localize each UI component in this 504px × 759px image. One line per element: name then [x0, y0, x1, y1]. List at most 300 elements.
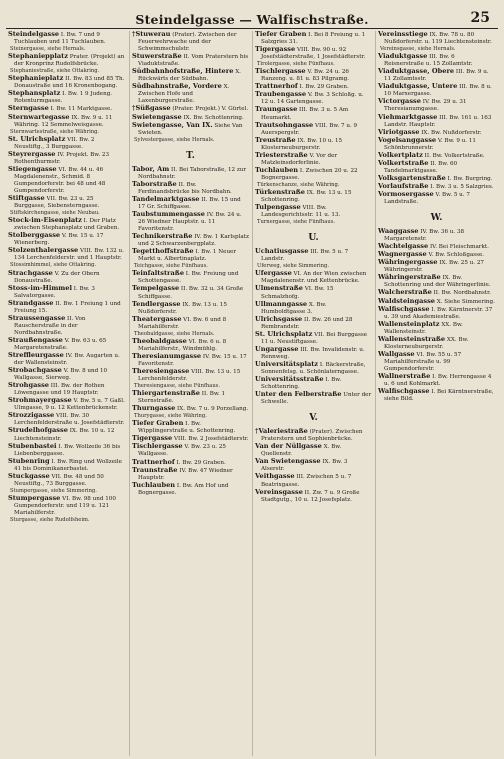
- street-details: IV. Bw. 1 Karlsplatz und 2 Schwarzenbergplatz.: [138, 234, 249, 248]
- street-details: V. Bw. 9 u. 11 Schönbrunnerstr.: [384, 137, 476, 151]
- street-entry: [378, 191, 495, 206]
- cross-reference: Tirolergasse, siehe Fünfhaus.: [257, 61, 335, 68]
- street-entry: [378, 68, 495, 83]
- street-entry: [132, 233, 249, 248]
- street-details: V. Bw. 5 u. 7 Gaßl. Ulmgasse, 9 u. 12 Kettenbrückenstr.: [14, 398, 125, 412]
- street-details: I. Bäckerstraße, Sonnenfelsg. u. Schönlaterngasse.: [261, 361, 366, 375]
- street-details: I. Bei 8 Freiung u. 1 Salzgries 31.: [261, 32, 366, 46]
- street-name: Traungasse: [255, 105, 298, 114]
- cross-reference: Sylvestergasse, siehe Hernals.: [134, 136, 215, 143]
- street-entry: [132, 83, 249, 105]
- street-entry: [8, 285, 126, 300]
- street-details: III. Bw. 8 u. 10 Marxergasse.: [384, 84, 492, 98]
- street-entry: [255, 489, 372, 504]
- street-details: III. Bw. 6 Reisnerstraße u. 15 Zollamtstr.: [384, 54, 473, 68]
- street-entry: [8, 166, 126, 195]
- street-entry: [8, 367, 126, 382]
- street-name: Stephanieplatz: [8, 74, 64, 83]
- street-entry: [255, 152, 372, 167]
- street-name: Türkenstraße: [255, 187, 305, 196]
- street-entry: [8, 270, 126, 285]
- street-name: Strohmayergasse: [8, 396, 72, 405]
- street-details: VI. Bw. 55 u. 57 Mariahilferstraße u. 99 Gumpendorferstr.: [384, 351, 462, 372]
- street-details: I. Bw. 1 9 Judeng. Rotenturmgasse.: [14, 91, 113, 105]
- street-entry: [255, 204, 372, 219]
- street-name: Tulpengasse: [255, 203, 301, 212]
- street-details: I. Bw. Wollzeile 36 bis Liebenberggasse.: [14, 443, 121, 457]
- street-entry: [378, 336, 495, 351]
- street-name: Theatergasse: [132, 314, 182, 323]
- street-entry: [132, 443, 249, 458]
- street-details: VII. Bw. 23 u. 25 Burggasse, Siebensterngasse.: [14, 196, 100, 210]
- street-entry: [8, 315, 126, 337]
- street-details: VIII. Bw. Landesgerichtsstr. 11 u. 13.: [261, 205, 341, 219]
- street-name: Vereinsstiege: [378, 31, 428, 38]
- street-details: I. Bw. Schottenring.: [261, 377, 342, 391]
- street-name: Stubenring: [8, 456, 50, 465]
- street-entry: [255, 316, 372, 331]
- street-name: Vorlaufstraße: [378, 181, 429, 190]
- street-details: IV. Bei Fleischmarkt.: [429, 244, 489, 251]
- street-details: VII. Bw. 48 und 50 Neustiftg., 73 Burggasse.: [14, 473, 104, 487]
- street-name: Strozzigasse: [8, 411, 55, 420]
- street-details: V. Bw. 3 Schloßg. u. 12 u. 14 Gartengasse.: [261, 92, 364, 106]
- street-details: II. Bw. Volkertstraße.: [424, 152, 485, 159]
- street-name: Strachgasse: [8, 268, 53, 277]
- street-entry: [255, 331, 372, 346]
- street-entry: [378, 259, 495, 274]
- street-name: Wagnergasse: [378, 250, 427, 259]
- street-details: I. Bw. 11 Marktgasse.: [50, 106, 113, 113]
- street-name: Unter den Felberstraße: [255, 390, 342, 399]
- cross-reference: Türkenschanze, siehe Währing.: [257, 181, 340, 188]
- street-entry: [8, 337, 126, 352]
- section-letter: T.: [186, 150, 195, 161]
- street-details: III. Bw. 3 u. 5 Am Heumarkt.: [261, 107, 349, 121]
- street-details: I. Bw. 29 Graben.: [176, 459, 226, 466]
- street-entry: [378, 98, 495, 113]
- street-entry: [8, 114, 126, 129]
- street-details: IX. Bw. 25 u. 27 Währingerstr.: [384, 260, 484, 274]
- street-name: Wallensteinplatz: [378, 319, 440, 328]
- street-name: Vogelsanggasse: [378, 135, 437, 144]
- street-entry: [8, 232, 126, 247]
- street-entry: [8, 195, 126, 210]
- street-name: Swietengasse: [132, 112, 182, 121]
- street-details: V. Vor der Matzleinsdorferlinie.: [261, 152, 338, 166]
- street-details: V. Bw. 63 u. 65 Margaretenstraße.: [14, 337, 107, 351]
- street-name: Victorgasse: [378, 97, 421, 106]
- street-name: Tischlergasse: [132, 442, 183, 451]
- street-entry: [255, 137, 372, 152]
- street-details: III. Bw. 5 u. 7 Landstr.: [261, 249, 349, 263]
- street-entry: [8, 136, 126, 151]
- street-details: II. Vom Praterstern bis Viaduktstraße.: [138, 54, 249, 68]
- street-entry: [132, 405, 249, 413]
- street-details: Prater. (Projekt) an der Kronprinz Rudolfsbrücke.: [14, 54, 125, 68]
- street-name: St. Ulrichsplatz: [8, 134, 66, 143]
- street-name: Stolberggasse: [8, 231, 61, 240]
- street-name: Wachtelgasse: [378, 242, 429, 251]
- street-entry: [132, 68, 249, 83]
- street-name: Strobachgasse: [8, 366, 62, 375]
- street-details: IV. Bw. 36 u. 38 Margaretenstr.: [384, 229, 465, 243]
- street-entry: [8, 352, 126, 367]
- cross-reference: Theresiengasse, siehe Fünfhaus.: [134, 383, 220, 390]
- street-name: Vereinsgasse: [255, 487, 303, 496]
- street-entry: [378, 321, 495, 336]
- street-name: Stoss-im-Himmel: [8, 283, 72, 292]
- street-name: Trattnerhof: [132, 457, 175, 466]
- cross-reference: Stiftskirchengasse, siehe Neubau.: [10, 210, 100, 217]
- street-name: Tandelmarktgasse: [132, 194, 200, 203]
- street-entry: [8, 300, 126, 315]
- street-name: St. Ulrichsplatz: [255, 329, 313, 338]
- street-details: IX. Bw. Schottenring.: [183, 114, 244, 121]
- street-name: Tischlergasse: [255, 67, 306, 76]
- street-details: I. Der Platz zwischen Stephansplatz und Graben.: [14, 218, 120, 232]
- street-name: Wallnerstraße: [378, 371, 431, 380]
- street-entry: [378, 373, 495, 388]
- street-entry: [8, 458, 126, 473]
- street-name: Straußengasse: [8, 335, 63, 344]
- street-name: †Süßgasse: [132, 104, 171, 113]
- street-details: I. Bw. 1 Neuer Markt u. Albertinaplatz.: [138, 249, 237, 263]
- street-name: Stephaniepplatz: [8, 52, 68, 61]
- street-name: Walfischgasse: [378, 304, 430, 313]
- cross-reference: Uferweg, siehe Simmering.: [257, 263, 329, 270]
- street-name: Tabor, Am: [132, 164, 170, 173]
- street-name: Walfischgasse: [378, 387, 430, 396]
- street-entry: [132, 390, 249, 405]
- street-name: Währingergasse: [378, 258, 438, 267]
- street-name: Strudelhofgasse: [8, 426, 68, 435]
- street-entry: [132, 420, 249, 435]
- street-name: Volkertplatz: [378, 150, 423, 159]
- street-entry: [378, 53, 495, 68]
- cross-reference: Teichgasse, siehe Fünfhaus.: [134, 263, 208, 270]
- street-details: IX. Bw. 13 u. 15 Schottenring.: [261, 189, 352, 204]
- street-name: Strohgasse: [8, 381, 49, 390]
- street-name: Van Swietengasse: [255, 457, 321, 466]
- street-name: Trattnerhof: [255, 82, 298, 91]
- street-details: I. Bw. 3 Salvatorgasse.: [14, 285, 95, 299]
- street-details: Siehe Van Swieten.: [138, 122, 243, 136]
- street-entry: [255, 31, 372, 46]
- header-rule: [6, 28, 498, 29]
- street-name: Teinfaltstraße: [132, 269, 185, 278]
- street-entry: [255, 376, 372, 391]
- street-name: Stuckgasse: [8, 471, 50, 480]
- street-entry: [8, 473, 126, 488]
- street-details: X. Rückwärts der Südbahn.: [138, 69, 241, 83]
- street-name: Universitätsstraße: [255, 375, 324, 384]
- street-details: III. Bw. der Rothen Löwengasse und 19 Hauptstr.: [14, 383, 105, 397]
- street-details: I. Bw. 7 und 9 Tuchlauben und 11 Tuchlauben.: [14, 32, 106, 46]
- street-name: Währingerstraße: [378, 273, 441, 282]
- street-entry: [132, 166, 249, 181]
- column-2: [129, 31, 252, 756]
- street-details: IV. Bw. 24 u. 26 Wiedner Hauptstr. u. 11 Favoritenstr.: [138, 211, 242, 233]
- street-entry: [132, 31, 249, 53]
- street-entry: [255, 391, 372, 406]
- street-entry: [8, 217, 126, 232]
- street-entry: [132, 196, 249, 211]
- street-name: †Stuwerau: [132, 31, 171, 38]
- street-name: Viriotgasse: [378, 127, 420, 136]
- street-entry: [255, 248, 372, 263]
- street-entry: [255, 91, 372, 106]
- street-name: Sternwartegasse: [8, 112, 70, 121]
- street-name: Thurngasse: [132, 404, 176, 413]
- street-details: V. Bw. 23 u. 25 Wallgasse.: [138, 444, 226, 458]
- street-entry: [255, 46, 372, 61]
- cross-reference: Stumpergasse, siehe Simmering.: [10, 487, 97, 494]
- street-entry: [255, 122, 372, 137]
- street-entry: [8, 427, 126, 442]
- street-name: Uchatiusgasse: [255, 247, 309, 256]
- street-details: IX. Bw. 7 u. 9 Porzellang.: [177, 406, 249, 413]
- street-name: Südbahnhofstraße, Hintere: [132, 67, 234, 76]
- street-name: Ulmenstraße: [255, 284, 303, 293]
- street-entry: [132, 353, 249, 368]
- street-details: (Prater. Projekt.) V. Gürtel.: [172, 106, 249, 113]
- running-head: Steindelgasse — Walfischstraße.: [135, 12, 369, 27]
- street-details: IX. Bw. 9 u. 11 Währing. 12 Semmelweisgasse.: [14, 114, 113, 128]
- street-entry: [8, 443, 126, 458]
- street-name: Stephansplatz: [8, 89, 61, 98]
- street-details: IV. Bw. 29 u. 31 Theresianumgasse.: [384, 99, 467, 113]
- street-details: I. Bw. Kärntnerstr. 37 u. 39 und Akademiestraße.: [384, 306, 493, 320]
- street-name: Swietengasse, Van IX.: [132, 120, 213, 129]
- street-name: Wallensteinstraße: [378, 334, 446, 343]
- street-details: II. Bw. 60 Tandelmarktgasse.: [384, 160, 458, 174]
- street-name: Traubengasse: [255, 90, 307, 99]
- street-details: V. Zu der Obern Donaustraße.: [14, 270, 100, 284]
- street-details: VI. Bw. 98 und 100 Gumpendorferstr. und 119 u. 121 Mariahilferstr.: [14, 495, 116, 516]
- column-1: [6, 31, 129, 756]
- street-entry: [132, 316, 249, 331]
- street-name: Vormosergasse: [378, 189, 434, 198]
- street-details: II. Zw. 7 u. 9 Große Stadtgutg., 10 u. 12 Josefsplatz.: [261, 489, 360, 503]
- street-name: Taborstraße: [132, 179, 177, 188]
- street-details: IX. Bw. 10 u. 15 Klosterneuburgerstr.: [261, 137, 343, 151]
- street-entry: [132, 301, 249, 316]
- cross-reference: Sternwartestraße, siehe Währing.: [10, 128, 100, 135]
- street-details: II. Bw. 83 und 85 Th. Donaustraße und 16 Kronenbogang.: [14, 76, 125, 90]
- street-entry: [132, 53, 249, 68]
- street-name: Sterngasse: [8, 104, 49, 113]
- street-name: Stuwerstraße: [132, 52, 182, 61]
- street-entry: [255, 285, 372, 300]
- street-entry: [378, 228, 495, 243]
- street-entry: [8, 151, 126, 166]
- street-entry: [378, 306, 495, 321]
- street-details: VIII. Bw. 2 Josefstädterstr.: [173, 436, 249, 443]
- street-entry: [8, 247, 126, 262]
- street-details: IX. Bw. 10 u. 12 Liechtensteinstr.: [14, 428, 115, 442]
- street-details: IX. Bw. 13 u. 15 Nußdorferstr.: [138, 301, 227, 315]
- street-entry: [8, 31, 126, 46]
- cross-reference: Thurygasse, siehe Währing.: [134, 413, 207, 420]
- street-details: V. Bw. Schloßgasse.: [428, 252, 485, 259]
- street-entry: [132, 285, 249, 300]
- street-details: IX. Bw. 78 u. 80 Nußdorferstr. u. 119 Liechtensteinstr.: [384, 32, 492, 46]
- street-name: Theobaldgasse: [132, 336, 187, 345]
- street-name: Triesterstraße: [255, 150, 308, 159]
- street-details: VII. Bw. 2 Neustiftg., 3 Burggasse.: [14, 136, 95, 150]
- street-name: Streffleurgasse: [8, 351, 64, 360]
- cross-reference: Steinergasse, siehe Hernals.: [10, 46, 86, 53]
- street-name: Technikerstraße: [132, 232, 193, 241]
- street-name: Traunstraße: [132, 465, 178, 474]
- street-entry: [255, 458, 372, 473]
- street-entry: [8, 75, 126, 90]
- street-details: VI. An der Wien zwischen Magdalenenstr. und Kettenbrücke.: [261, 271, 367, 285]
- street-details: III. Bw. Invalidenstr. u. Rennweg.: [261, 346, 365, 360]
- street-entry: [132, 181, 249, 196]
- street-entry: [255, 301, 372, 316]
- street-details: VIII. Bw. 90 u. 92 Josefstädterstraße, 1 Josefstädterstr.: [261, 47, 366, 61]
- street-entry: [255, 473, 372, 488]
- street-name: Viaduktgasse, Untere: [378, 82, 458, 91]
- street-details: I. Bei Kärntnerstraße, siehe Bild.: [384, 389, 494, 403]
- street-name: Steindelgasse: [8, 31, 60, 38]
- street-name: Stubenbastei: [8, 441, 57, 450]
- street-details: II. Bw. 15 und 17 Gr. Schiffgasse.: [138, 196, 241, 210]
- street-details: II. Bw. Nordbahnstr.: [433, 290, 491, 297]
- street-entry: [8, 53, 126, 68]
- street-details: X. Bw. Quellenstr.: [261, 444, 342, 458]
- street-details: X. Siehe Simmering.: [436, 298, 495, 305]
- street-name: Tempelgasse: [132, 284, 180, 293]
- street-name: Südbahnstraße, Vordere: [132, 82, 222, 91]
- street-entry: [378, 31, 495, 46]
- street-entry: [132, 270, 249, 285]
- street-entry: [378, 351, 495, 373]
- street-entry: [378, 160, 495, 175]
- street-entry: [255, 167, 372, 182]
- street-name: Universitätsplatz: [255, 359, 319, 368]
- street-name: Viehmarktgasse: [378, 112, 438, 121]
- street-name: Stolzenthalergasse: [8, 246, 79, 255]
- street-name: Thiergartenstraße: [132, 389, 200, 398]
- street-name: Tendlergasse: [132, 299, 181, 308]
- street-details: I. Bw. 3 u. 5 Salzgries.: [430, 183, 494, 190]
- section-letter: V.: [309, 413, 318, 424]
- street-entry: [378, 388, 495, 403]
- street-details: II. Bw. 1 Freiung 1 und Freiung 15.: [14, 300, 121, 314]
- street-details: XX. Bw. Wallensteinstr.: [384, 321, 463, 335]
- street-entry: [378, 83, 495, 98]
- street-name: Tiefer Graben: [132, 419, 184, 428]
- street-details: I. Bw. Herrengasse 4 u. 6 und Kohlmarkt.: [384, 373, 492, 388]
- street-entry: [132, 467, 249, 482]
- street-entry: [255, 270, 372, 285]
- street-name: Straussengasse: [8, 313, 66, 322]
- cross-reference: Stossimhimmel, siehe Ottakring.: [10, 262, 97, 269]
- cross-reference: Turnergasse, siehe Fünfhaus.: [257, 219, 336, 226]
- street-details: IV. Bw. 15 u. 17 Favoritenstr.: [138, 353, 247, 367]
- street-details: III. Zwischen 5 u. 7 Beatrixgasse.: [261, 474, 352, 488]
- street-details: VI. Bw. 44 u. 46 Magdalenenstr., Schmid. 8 Gumpendorferstr. bei 48 und 48 Gumpendorferstr.: [14, 166, 106, 194]
- street-name: †Valeriestraße: [255, 427, 308, 436]
- street-name: Ulrichsgasse: [255, 314, 303, 323]
- street-name: Van der Nüllgasse: [255, 442, 322, 451]
- street-entry: [255, 346, 372, 361]
- street-details: II. Bw. Ferdinandsbrücke bis Nordbahn.: [138, 181, 232, 195]
- street-details: XX. Bw. Klosterneuburgerstr.: [384, 336, 469, 350]
- street-name: Waaggasse: [378, 227, 419, 236]
- street-details: V. Bw. 15 u. 17 Wienerberg.: [14, 233, 104, 247]
- street-details: I. Bw. Ring und Wollzeile 41 bis Dominikanerbastei.: [14, 458, 122, 472]
- street-name: Tiefer Graben: [255, 31, 307, 38]
- street-name: Steyrergasse: [8, 149, 56, 158]
- street-details: VIII. Bw. 132 u. 134 Lerchenfelderstr. und 1 Hauptstr.: [14, 248, 124, 262]
- street-name: Theresiengasse: [132, 366, 190, 375]
- cross-reference: Stephaniestraße, siehe Ottakring.: [10, 68, 100, 75]
- cross-reference: Vereinsgasse, siehe Hernals.: [380, 46, 456, 53]
- street-details: I. Bw. 29 Graben.: [299, 84, 349, 91]
- street-details: II. Bw. 1 Sternstraße.: [138, 391, 226, 405]
- street-details: Unter der Schwelle.: [261, 392, 372, 406]
- street-entry: [378, 274, 495, 289]
- street-details: I. Bw. Wipplingerstraße u. Schottenring.: [138, 421, 236, 435]
- street-name: Treustraße: [255, 135, 296, 144]
- street-entry: [132, 338, 249, 353]
- street-name: Stock-im-Eisenplatz: [8, 216, 82, 225]
- street-details: VIII. Bw. 7 u. 9 Auerspergstr.: [261, 122, 358, 136]
- street-details: III. Bw. 9 u. 11 Zollamtsstr.: [384, 69, 489, 83]
- street-details: V. Bw. 24 u. 26 Ranzeng. u. 81 u. 83 Pilgramg.: [261, 69, 349, 83]
- street-details: IV. Projekt. Bw. 23 Rothenthurmstr.: [14, 151, 110, 165]
- street-details: VIII. Bw. 30 Lerchenfelderstraße u. Josefstädterstr.: [14, 413, 125, 427]
- street-details: I. Bw. Burgring.: [447, 175, 493, 182]
- street-name: Viaduktgasse: [378, 52, 428, 61]
- section-letter: W.: [430, 213, 443, 224]
- street-details: VI. Bw. 6 und 8 Mariahilferstr.: [138, 316, 227, 330]
- cross-reference: Theobaldgasse, siehe Hernals.: [134, 330, 215, 337]
- street-details: X. Bw. Humboldtgasse 3.: [261, 301, 327, 315]
- street-details: VII. Bei Burggasse 11 u. Neustiftgasse.: [261, 331, 368, 345]
- street-name: Stiegengasse: [8, 164, 57, 173]
- street-entry: [255, 361, 372, 376]
- street-entry: [8, 382, 126, 397]
- street-name: Stumpergasse: [8, 493, 61, 502]
- street-details: II. Bw. 32 u. 34 Große Schiffgasse.: [138, 286, 244, 300]
- column-3: [252, 31, 375, 756]
- street-details: I. Bw. Am Hof und Bognergasse.: [138, 482, 229, 496]
- street-entry: [255, 428, 372, 443]
- street-details: IX. Bw. Schottenring und der Währingerlinie.: [384, 275, 491, 289]
- street-entry: [132, 122, 249, 137]
- street-details: X. Zwischen Hofe und Laxenburgerstraße.: [138, 84, 230, 105]
- street-name: Theresianumgasse: [132, 351, 202, 360]
- street-name: Volkertstraße: [378, 158, 429, 167]
- street-entry: [8, 397, 126, 412]
- street-details: VIII. Bw. 13 u. 15 Lerchenfelderstr.: [138, 368, 241, 383]
- street-entry: [132, 211, 249, 233]
- street-details: III. Bw. 161 u. 163 Landstr. Hauptstr.: [384, 114, 492, 128]
- street-name: Stiftgasse: [8, 194, 45, 203]
- street-name: Veithgasse: [255, 472, 295, 481]
- street-name: Wallgasse: [378, 349, 415, 358]
- street-entry: [8, 90, 126, 105]
- page-number: 25: [470, 10, 490, 26]
- street-entry: [132, 482, 249, 497]
- street-entry: [255, 443, 372, 458]
- street-name: Taubstummengasse: [132, 209, 205, 218]
